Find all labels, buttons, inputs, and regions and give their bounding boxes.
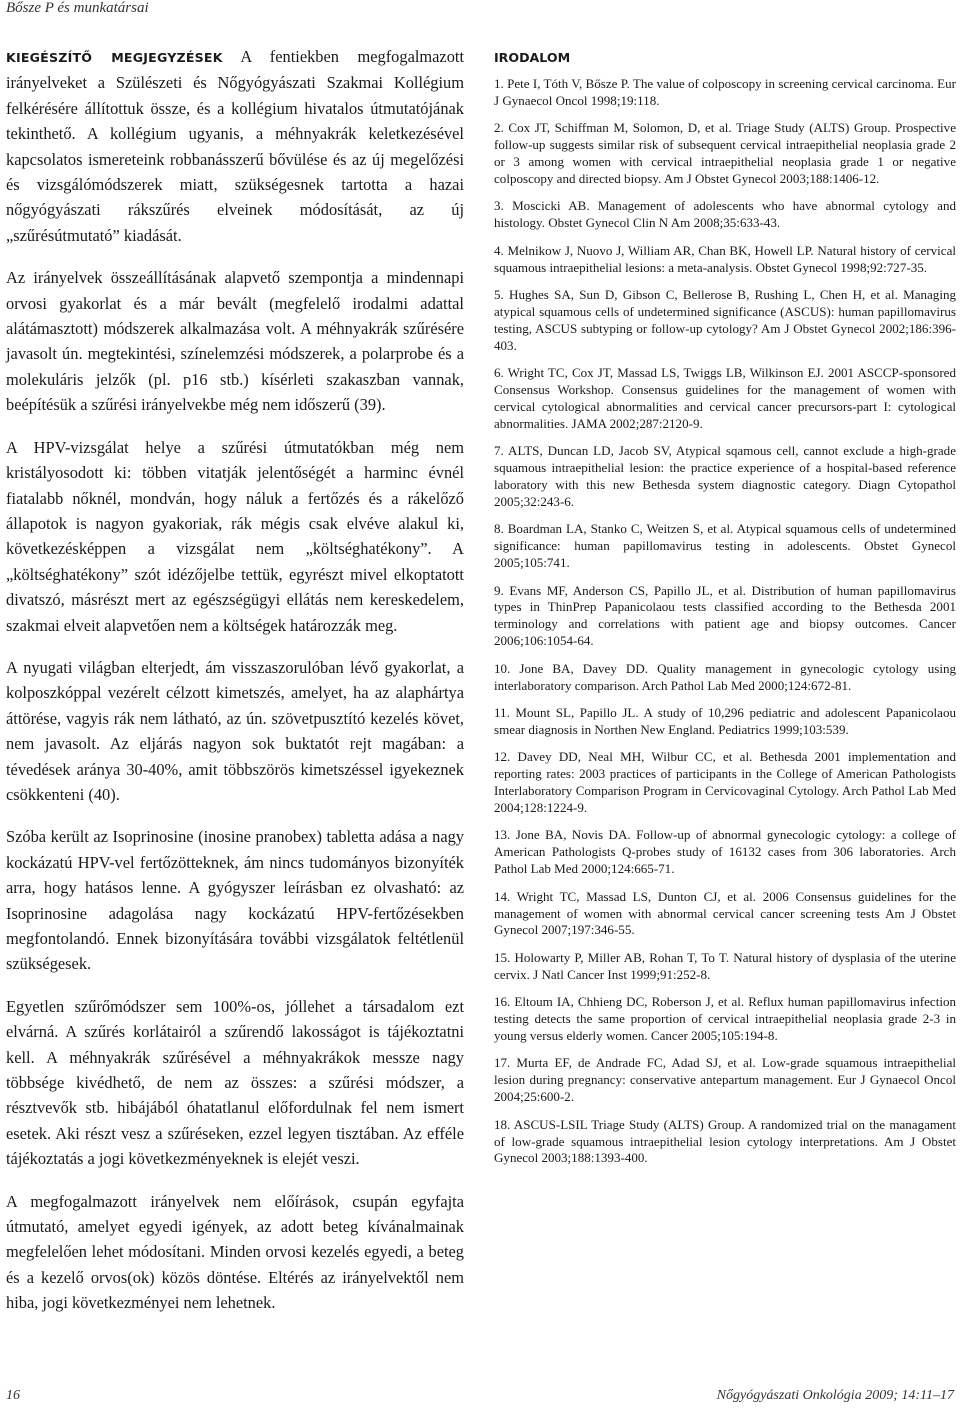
reference-item: 7. ALTS, Duncan LD, Jacob SV, Atypical sqamous cell, cannot exclude a high-grade squamous intraepithelial lesion: the practice experience of a hospital-based reference laboratory with this new Bethesda system diagnostic category. Diagn Cytopathol 2005;32:243-6. <box>494 443 956 509</box>
reference-item: 12. Davey DD, Neal MH, Wilbur CC, et al. Bethesda 2001 implementation and reporting rates: 2003 practices of participants in the College of American Pathologists Interlaboratory Comparison Program in Cervicovaginal Cytology. Arch Pathol Lab Med 2004;128:1224-9. <box>494 749 956 816</box>
reference-item: 2. Cox JT, Schiffman M, Solomon, D, et al. Triage Study (ALTS) Group. Prospective follow-up suggests similar risk of subsequent cervical intraepithelial neoplasia grade 2 or 3 among women with cervical intraepithelial neoplasia grade 1 or negative colposcopy and directed biopsy. Am J Obstet Gynecol 2003;188:1406-12. <box>494 120 956 186</box>
section-heading: KIEGÉSZÍTŐ MEGJEGYZÉSEK <box>6 50 223 65</box>
reference-item: 18. ASCUS-LSIL Triage Study (ALTS) Group. A randomized trial on the managament of low-grade squamous intraepithelial lesion cytology interpretations. Am J Obstet Gynecol 2003;188:1393-400. <box>494 1116 956 1166</box>
paragraph-2: Az irányelvek összeállításának alapvető szempontja a mindennapi orvosi gyakorlat és a már bevált (megfelelő irodalmi adattal alátámasztott) módszerek alkalmazása volt. A méhnyakrák szűrésére javasolt ún. megtekintési, színelemzési módszerek, a polarprobe és a molekuláris jelzők (pl. p16 stb.) kísérleti szakaszban vannak, beépítésük a szűrési irányelvekbe még nem időszerű (39). <box>6 268 464 415</box>
reference-item: 3. Moscicki AB. Management of adolescents who have abnormal cytology and histology. Obstet Gynecol Clin N Am 2008;35:633-43. <box>494 198 956 231</box>
reference-item: 6. Wright TC, Cox JT, Massad LS, Twiggs LB, Wilkinson EJ. 2001 ASCCP-sponsored Consensus Workshop. Consensus guidelines for the management of women with cervical cytological abnormalities and cervical cancer precursors-part I: cytological abnormalities. JAMA 2002;287:2120-9. <box>494 365 956 431</box>
paragraph-6: Egyetlen szűrőmódszer sem 100%-os, jóllehet a társadalom ezt elvárná. A szűrés korlátairól a szűrendő lakosságot is tájékoztatni kell. A méhnyakrák szűrésével a méhnyakrákok messze nagy többsége kivédhető, de nem az összes: a szűrési módszer, a résztvevők stb. hibájából óhatatlanul előfordulnak fel nem ismert esetek. Aki részt vesz a szűréseken, ezzel legyen tisztában. Az efféle tájékoztatás a jogi következményeknek is elejét veszi. <box>6 996 464 1169</box>
reference-item: 14. Wright TC, Massad LS, Dunton CJ, et al. 2006 Consensus guidelines for the management of women with abnormal cervical cancer screening tests Am J Obstet Gynecol 2007;197:346-55. <box>494 888 956 938</box>
references-column <box>494 50 956 1178</box>
reference-item: 15. Holowarty P, Miller AB, Rohan T, To T. Natural history of dysplasia of the uterine cervix. J Natl Cancer Inst 1999;91:252-8. <box>494 949 956 982</box>
reference-item: 5. Hughes SA, Sun D, Gibson C, Bellerose B, Rushing L, Chen H, et al. Managing atypical squamous cells of undetermined significance (ASCUS): human papillomavirus testing, ASCUS subtyping or follow-up cytology? Am J Obstet Gynecol 2002;186:396-403. <box>494 286 956 353</box>
paragraph-7: A megfogalmazott irányelvek nem előírások, csupán egyfajta útmutató, amelyet egyedi igények, az adott beteg kívánalmainak megfelelően lehet módosítani. Minden orvosi kezelés egyedi, a beteg és a kezelő orvos(ok) közös döntése. Eltérés az irányelvektől nem hiba, jogi következményei nem lehetnek. <box>6 1191 464 1313</box>
reference-item: 9. Evans MF, Anderson CS, Papillo JL, et al. Distribution of human papillomavirus types in ThinPrep Papanicolaou tests classified according to the Bethesda 2001 terminology and correlations with patient age and biopsy outcomes. Cancer 2006;106:1054-64. <box>494 582 956 649</box>
paragraph-1 <box>6 44 464 248</box>
reference-item: 10. Jone BA, Davey DD. Quality management in gynecologic cytology using interlaboratory comparison. Arch Pathol Lab Med 2000;124:672-81. <box>494 660 956 693</box>
reference-item: 11. Mount SL, Papillo JL. A study of 10,296 pediatric and adolescent Papanicolaou smear diagnosis in Northen New England. Pediatrics 1999;103:539. <box>494 705 956 737</box>
paragraph-3: A HPV-vizsgálat helye a szűrési útmutatókban még nem kristályosodott ki: többen vitatják jelentőségét a harminc évnél fiatalabb nőknél, mondván, hogy náluk a fertőzés és a rákelőző állapotok is nagyon gyakoriak, rák mégis csak elvéve alakul ki, következésképpen a vizsgálat nem „költséghatékony”. A „költséghatékony” szót idézőjelbe tettük, egyrészt mivel elkoptatott divatszó, másrészt mert az egészségügyi ellátás nem kereskedelem, szakmai elveit alapvetően nem a költségek határozzák meg. <box>6 437 464 635</box>
paragraph-1-text: A fentiekben megfogalmazott irányelveket a Szülészeti és Nőgyógyászati Szakmai Kollégium felkérésére állítottuk össze, és a kollégium hivatalos útmutatójának tekinthető. A kollégium ugyanis, a méhnyakrák keletkezésével kapcsolatos ismereteink robbanásszerű bővülése és az új megelőzési és vizsgálómódszerek miatt, szükségesnek tartotta a hazai nőgyógyászati rákszűrés elveinek módosítását, az új „szűrésútmutató” kiadását. <box>6 47 464 245</box>
page-number: 16 <box>6 1388 20 1403</box>
reference-item: 17. Murta EF, de Andrade FC, Adad SJ, et al. Low-grade squamous intraepithelial lesion during pregnancy: conservative antepartum management. Eur J Gynaecol Oncol 2004;25:600-2. <box>494 1055 956 1105</box>
paragraph-5: Szóba került az Isoprinosine (inosine pranobex) tabletta adása a nagy kockázatú HPV-vel fertőzötteknek, ám nincs tudományos bizonyíték arra, hogy hatásos lenne. A gyógyszer leírásban ez olvasható: az Isoprinosine adagolása nagy kockázatú HPV-fertőzésekben megfontolandó. Ennek bizonyítására további vizsgálatok feltétlenül szükségesek. <box>6 827 464 974</box>
reference-item: 13. Jone BA, Novis DA. Follow-up of abnormal gynecologic cytology: a college of American Pathologists Q-probes study of 16132 cases from 306 laboratories. Arch Pathol Lab Med 2000;124:665-71. <box>494 827 956 877</box>
body-text-column <box>6 44 464 1333</box>
paragraph-4: A nyugati világban elterjedt, ám visszaszorulóban lévő gyakorlat, a kolposzkóppal vezérelt célzott kimetszés, amelyet, ha az alaphártya áttörése, vagyis rák nem látható, az ún. szövetpusztító kezelés követ, nem javasolt. Az eljárás nagyon sok buktatót rejt magában: a tévedések aránya 30-40%, amit többszörös kimetszéssel igyekeznek csökkenteni (40). <box>6 657 464 804</box>
running-head: Bősze P és munkatársai <box>6 0 149 16</box>
reference-item: 8. Boardman LA, Stanko C, Weitzen S, et al. Atypical squamous cells of undetermined significance: human papillomavirus testing in adolescents. Obstet Gynecol 2005;105:741. <box>494 521 956 571</box>
reference-item: 16. Eltoum IA, Chhieng DC, Roberson J, et al. Reflux human papillomavirus infection testing detects the same proportion of cervical intraepithelial neoplasia grade 2-3 in young versus elderly women. Cancer 2005;105:194-8. <box>494 994 956 1043</box>
reference-item: 4. Melnikow J, Nuovo J, William AR, Chan BK, Howell LP. Natural history of cervical squamous intraepithelial lesions: a meta-analysis. Obstet Gynecol 1998;92:727-35. <box>494 242 956 275</box>
journal-citation: Nőgyógyászati Onkológia 2009; 14:11–17 <box>716 1388 954 1403</box>
references-heading: IRODALOM <box>494 50 571 65</box>
reference-item: 1. Pete I, Tóth V, Bősze P. The value of colposcopy in screening cervical carcinoma. Eur J Gynaecol Oncol 1998;19:118. <box>494 75 956 108</box>
